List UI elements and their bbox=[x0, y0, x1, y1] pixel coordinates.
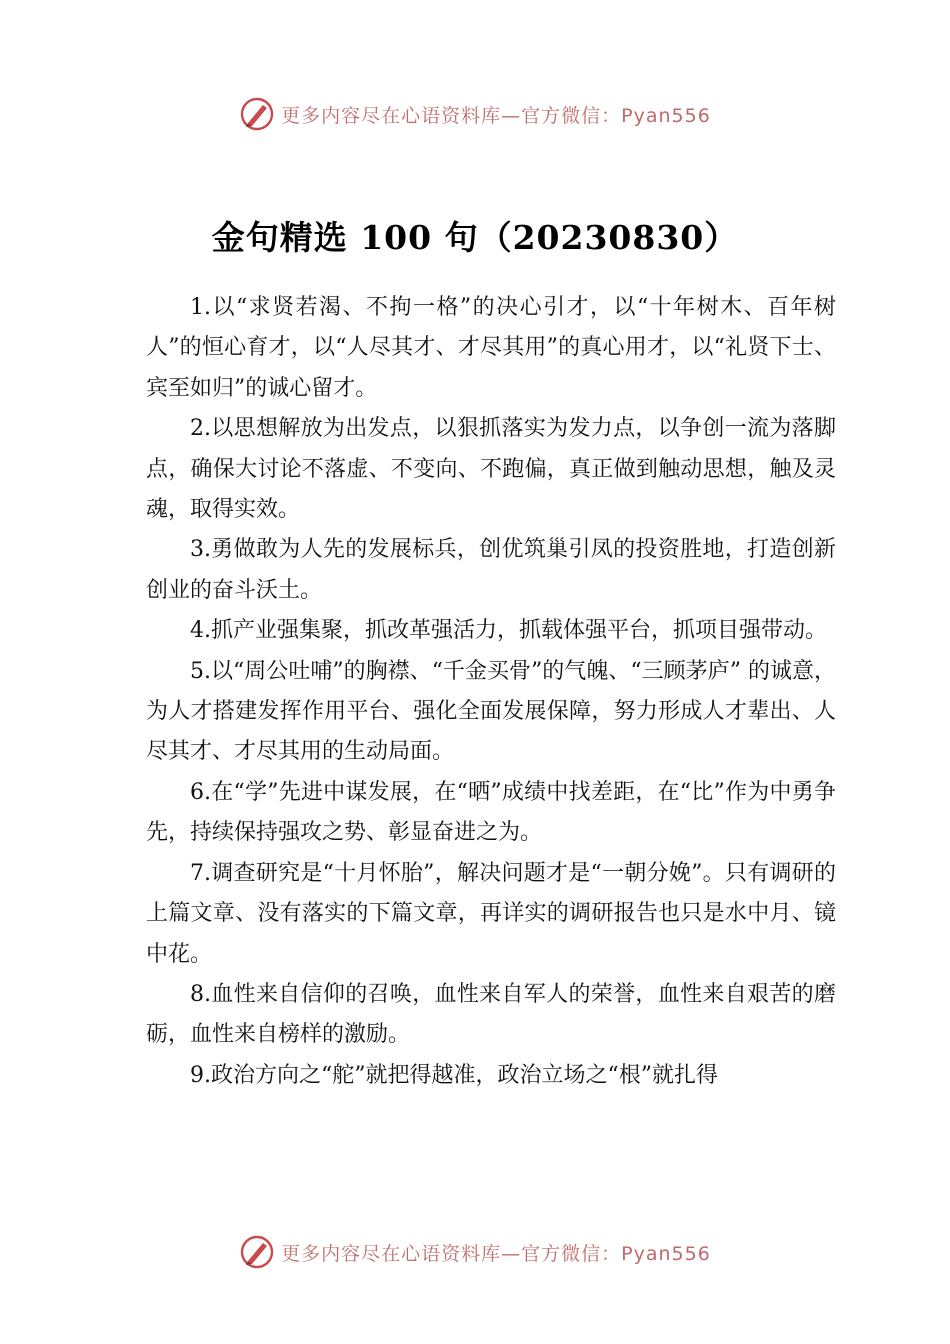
quote-paragraph-1: 1.以“求贤若渴、不拘一格”的决心引才，以“十年树木、百年树人”的恒心育才，以“人尽其才、才尽其用”的真心用才，以“礼贤下士、宾至如归”的诚心留才。 bbox=[146, 295, 836, 401]
footer-watermark bbox=[0, 1232, 950, 1272]
pen-logo-icon bbox=[239, 96, 275, 132]
header-watermark bbox=[0, 94, 950, 134]
quote-paragraph-4: 4.抓产业强集聚，抓改革强活力，抓载体强平台，抓项目强带动。 bbox=[190, 618, 827, 644]
header-watermark-text: 更多内容尽在心语资料库—官方微信：Pyan556 bbox=[281, 104, 711, 127]
quote-paragraph-5: 5.以“周公吐哺”的胸襟、“千金买骨”的气魄、“三顾茅庐” 的诚意，为人才搭建发挥作用平台、强化全面发展保障，努力形成人才辈出、人尽其才、才尽其用的生动局面。 bbox=[146, 658, 836, 765]
quote-paragraph-6: 6.在“学”先进中谋发展，在“晒”成绩中找差距，在“比”作为中勇争先，持续保持强攻之势、彰显奋进之为。 bbox=[146, 779, 836, 846]
page-title: 金句精选 100 句（20230830） bbox=[211, 218, 739, 258]
quote-paragraph-3: 3.勇做敢为人先的发展标兵，创优筑巢引凤的投资胜地，打造创新创业的奋斗沃土。 bbox=[146, 537, 836, 603]
pen-logo-icon bbox=[239, 1234, 275, 1270]
quote-paragraph-9: 9.政治方向之“舵”就把得越准，政治立场之“根”就扎得 bbox=[190, 1062, 718, 1088]
quote-paragraph-7: 7.调查研究是“十月怀胎”，解决问题才是“一朝分娩”。只有调研的上篇文章、没有落实的下篇文章，再详实的调研报告也只是水中月、镜中花。 bbox=[146, 860, 836, 967]
quote-list bbox=[146, 288, 836, 1096]
quote-paragraph-8: 8.血性来自信仰的召唤，血性来自军人的荣誉，血性来自艰苦的磨砺，血性来自榜样的激励。 bbox=[146, 981, 836, 1048]
quote-paragraph-2: 2.以思想解放为出发点，以狠抓落实为发力点，以争创一流为落脚点，确保大讨论不落虚、不变向、不跑偏，真正做到触动思想，触及灵魂，取得实效。 bbox=[146, 416, 836, 523]
footer-watermark-text: 更多内容尽在心语资料库—官方微信：Pyan556 bbox=[281, 1242, 711, 1265]
